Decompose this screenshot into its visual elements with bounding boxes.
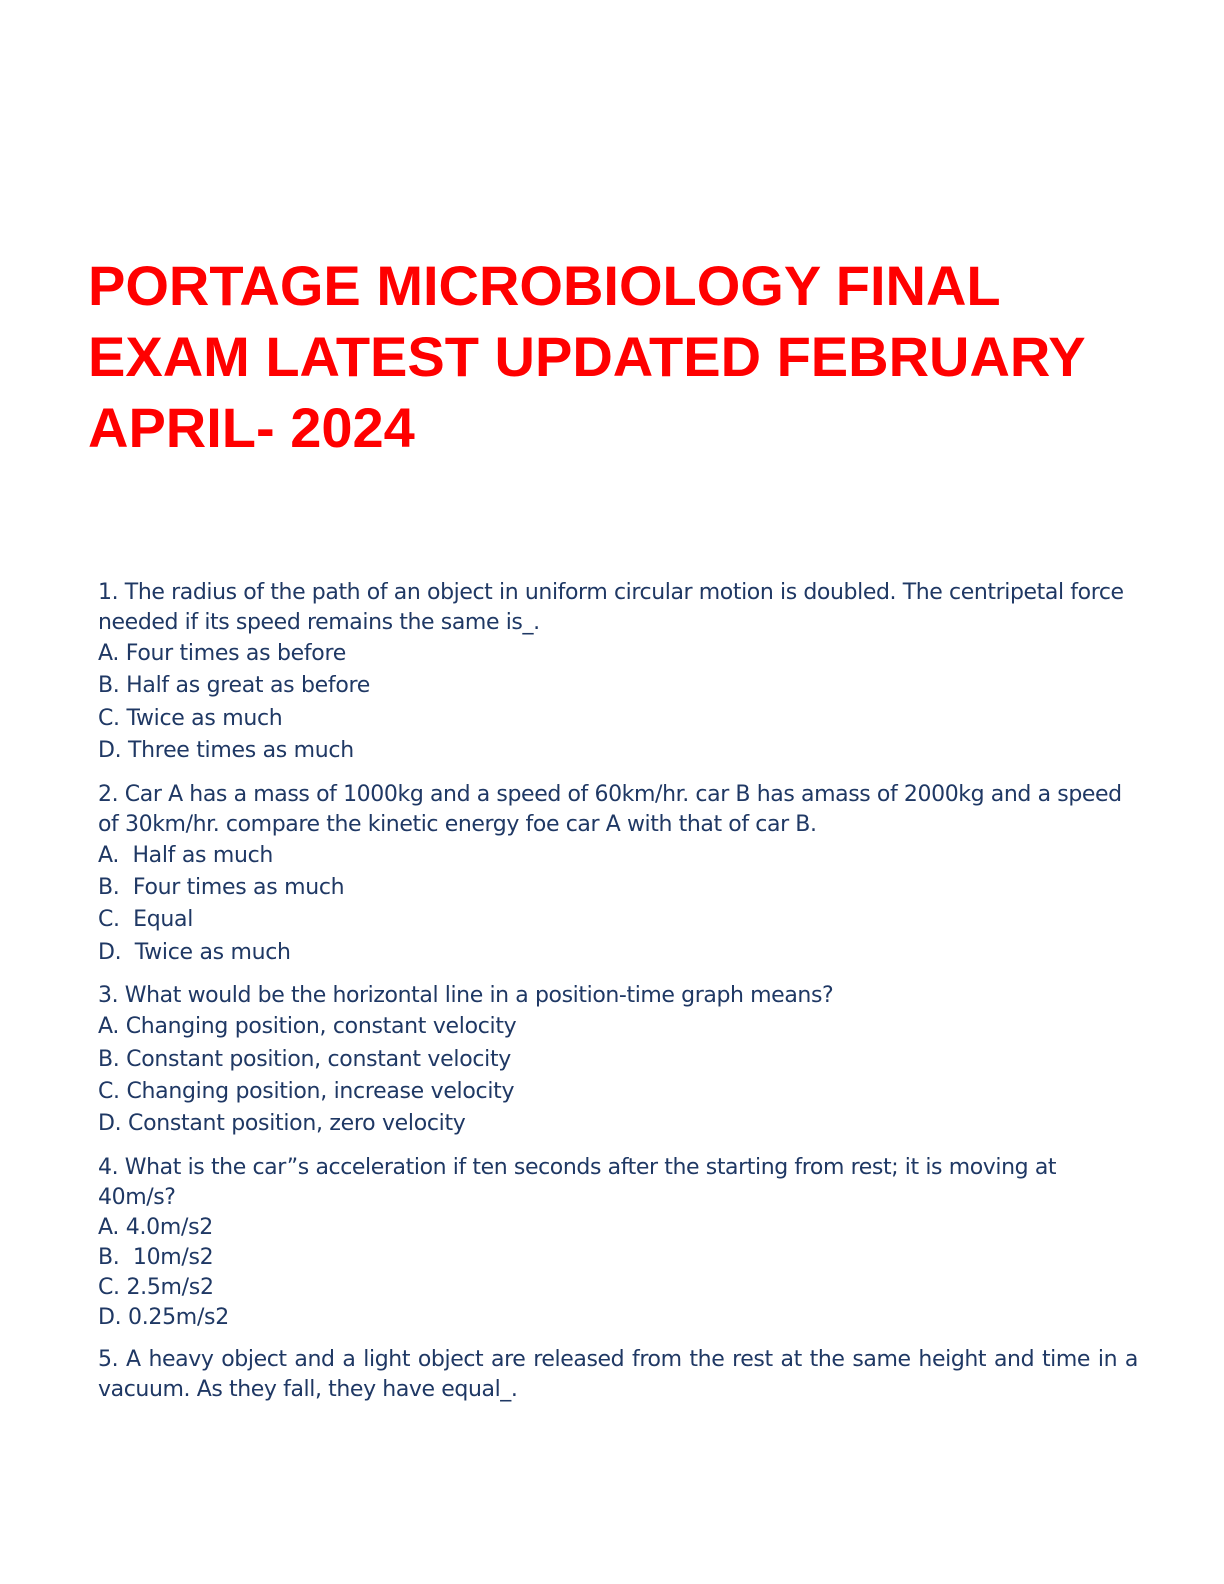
question-text: 5. A heavy object and a light object are released from the rest at the same height and time in a vacuum. As they fall, they have equal_. [98, 1346, 1138, 1402]
answer-option: D. Three times as much [98, 738, 354, 764]
answer-option: B. 10m/s2 [98, 1244, 214, 1270]
answer-option: A. Half as much [98, 842, 274, 868]
answer-option: D. 0.25m/s2 [98, 1304, 229, 1330]
title-line: APRIL- 2024 [88, 396, 415, 459]
answer-options [98, 1213, 1138, 1333]
answer-option: A. 4.0m/s2 [98, 1214, 213, 1240]
answer-options [98, 840, 1138, 970]
answer-option: C. Equal [98, 907, 194, 933]
answer-option: C. 2.5m/s2 [98, 1274, 214, 1300]
question-1 [98, 578, 1138, 768]
answer-options [98, 638, 1138, 768]
question-3 [98, 981, 1138, 1141]
title-line: PORTAGE MICROBIOLOGY FINAL [88, 254, 1001, 317]
answer-option: A. Changing position, constant velocity [98, 1014, 517, 1040]
answer-option: B. Constant position, constant velocity [98, 1046, 512, 1072]
question-2 [98, 780, 1138, 970]
answer-option: D. Twice as much [98, 939, 291, 965]
question-text: 2. Car A has a mass of 1000kg and a speed of 60km/hr. car B has amass of 2000kg and a speed of 30km/hr. compare the kinetic energy foe car A with that of car B. [98, 781, 1122, 837]
question-4 [98, 1153, 1138, 1333]
question-text: 3. What would be the horizontal line in a position-time graph means? [98, 983, 834, 1009]
answer-options [98, 1011, 1138, 1141]
answer-option: B. Four times as much [98, 875, 345, 901]
question-list [98, 578, 1138, 1417]
question-text: 1. The radius of the path of an object in uniform circular motion is doubled. The centripetal force needed if its speed remains the same is_. [98, 580, 1124, 635]
document-title [88, 250, 1148, 463]
answer-option: A. Four times as before [98, 641, 346, 666]
question-5 [98, 1345, 1138, 1405]
answer-option: C. Twice as much [98, 705, 283, 731]
question-text: 4. What is the car”s acceleration if ten seconds after the starting from rest; it is moving at 40m/s? [98, 1154, 1057, 1210]
answer-option: C. Changing position, increase velocity [98, 1079, 515, 1105]
answer-option: D. Constant position, zero velocity [98, 1111, 466, 1137]
answer-option: B. Half as great as before [98, 673, 370, 699]
title-line: EXAM LATEST UPDATED FEBRUARY [88, 325, 1086, 388]
